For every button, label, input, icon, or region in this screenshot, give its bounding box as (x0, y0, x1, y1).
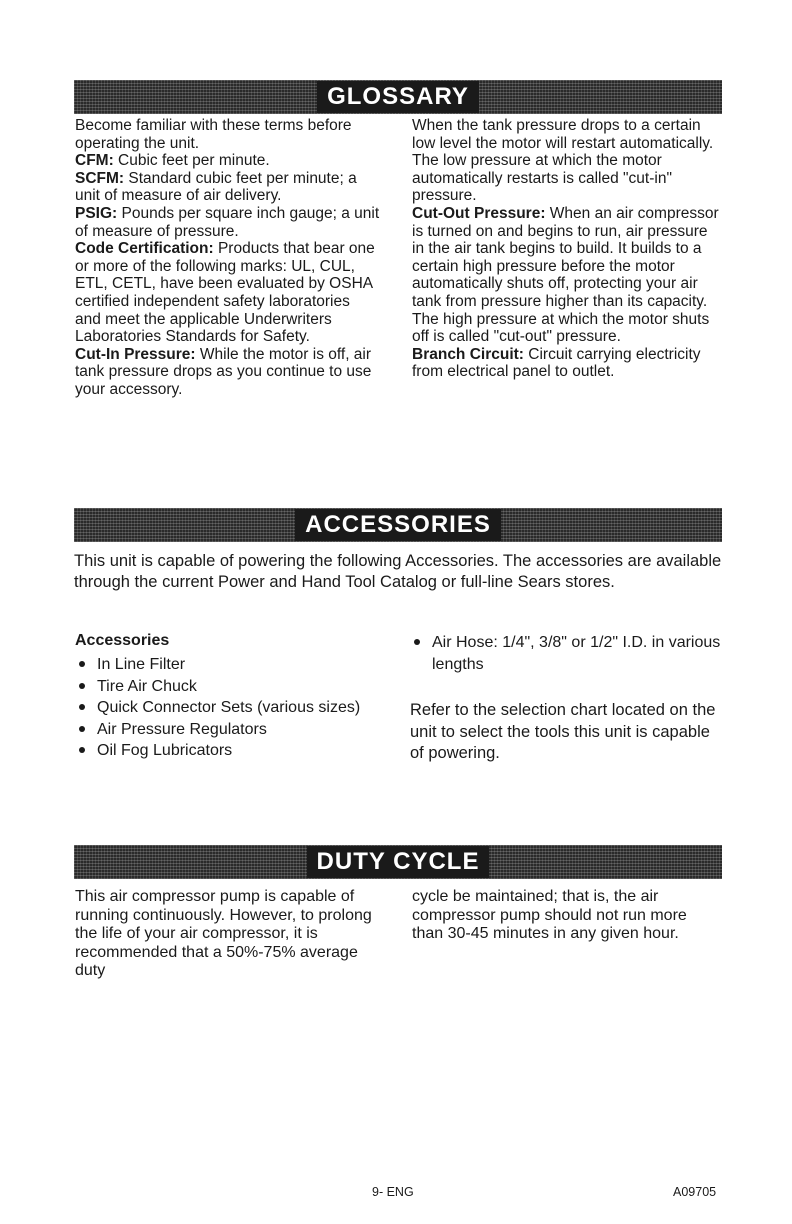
glossary-term-cut-in: Cut-In Pressure: While the motor is off, air tank pressure drops as you continue to use your accessory. (75, 345, 372, 398)
bullet-icon (79, 747, 85, 753)
bullet-icon (79, 704, 85, 710)
glossary-banner (74, 80, 722, 114)
glossary-term-code-certification: Code Certification: Products that bear one or more of the following marks: UL, CUL, ETL, CETL, have been evaluated by OSHA certified independent safety laboratories and meet the applicable Underwriters Laboratories Standards for Safety. (75, 240, 375, 346)
duty-cycle-right-column (412, 888, 722, 944)
accessories-heading: Accessories (75, 632, 170, 649)
accessories-list-left (75, 654, 375, 762)
list-item: Air Pressure Regulators (75, 719, 375, 741)
duty-cycle-left-text: This air compressor pump is capable of running continuously. However, to prolong the life of your air compressor, it is recommended that a 50%-75% average duty (75, 888, 372, 979)
duty-cycle-title: DUTY CYCLE (307, 846, 490, 878)
glossary-right-column (412, 117, 722, 381)
glossary-term-psig: PSIG: Pounds per square inch gauge; a unit of measure of pressure. (75, 204, 380, 240)
accessories-left-column (75, 632, 375, 762)
accessories-title: ACCESSORIES (295, 509, 501, 541)
bullet-icon (79, 726, 85, 732)
glossary-left-column (75, 117, 380, 399)
glossary-term-cfm: CFM: Cubic feet per minute. (75, 152, 270, 170)
accessories-intro-block (74, 551, 724, 592)
list-item: Oil Fog Lubricators (75, 740, 375, 762)
duty-cycle-right-text: cycle be maintained; that is, the air compressor pump should not run more than 30-45 minutes in any given hour. (412, 888, 687, 942)
glossary-right-intro: When the tank pressure drops to a certain low level the motor will restart automatically. The low pressure at which the motor automatically restarts is called "cut-in" pressure. (412, 117, 714, 205)
list-item: In Line Filter (75, 654, 375, 676)
glossary-term-cut-out: Cut-Out Pressure: When an air compressor is turned on and begins to run, air pressure in the air tank begins to build. It builds to a certain high pressure before the motor automatically shuts off, protecting your air tank from pressure higher than its capacity. The high pressure at which the motor shuts off is called "cut-out" pressure. (412, 204, 719, 346)
glossary-title: GLOSSARY (317, 81, 479, 113)
accessories-banner (74, 508, 722, 542)
duty-cycle-banner (74, 845, 722, 879)
list-item: Air Hose: 1/4", 3/8" or 1/2" I.D. in various lengths (410, 632, 722, 675)
accessories-right-column (410, 632, 722, 765)
list-item: Quick Connector Sets (various sizes) (75, 697, 375, 719)
bullet-icon (79, 683, 85, 689)
document-code: A09705 (673, 1185, 717, 1199)
duty-cycle-left-column (75, 888, 375, 981)
bullet-icon (79, 661, 85, 667)
glossary-intro: Become familiar with these terms before operating the unit. (75, 117, 352, 152)
glossary-term-branch-circuit: Branch Circuit: Circuit carrying electricity from electrical panel to outlet. (412, 345, 701, 381)
accessories-refer-text: Refer to the selection chart located on the unit to select the tools this unit is capable of powering. (410, 701, 716, 762)
bullet-icon (414, 639, 420, 645)
accessories-list-right (410, 632, 722, 675)
page-number: 9- ENG (372, 1185, 414, 1199)
accessories-intro: This unit is capable of powering the following Accessories. The accessories are available through the current Power and Hand Tool Catalog or full-line Sears stores. (74, 552, 722, 591)
glossary-term-scfm: SCFM: Standard cubic feet per minute; a unit of measure of air delivery. (75, 169, 357, 205)
list-item: Tire Air Chuck (75, 676, 375, 698)
